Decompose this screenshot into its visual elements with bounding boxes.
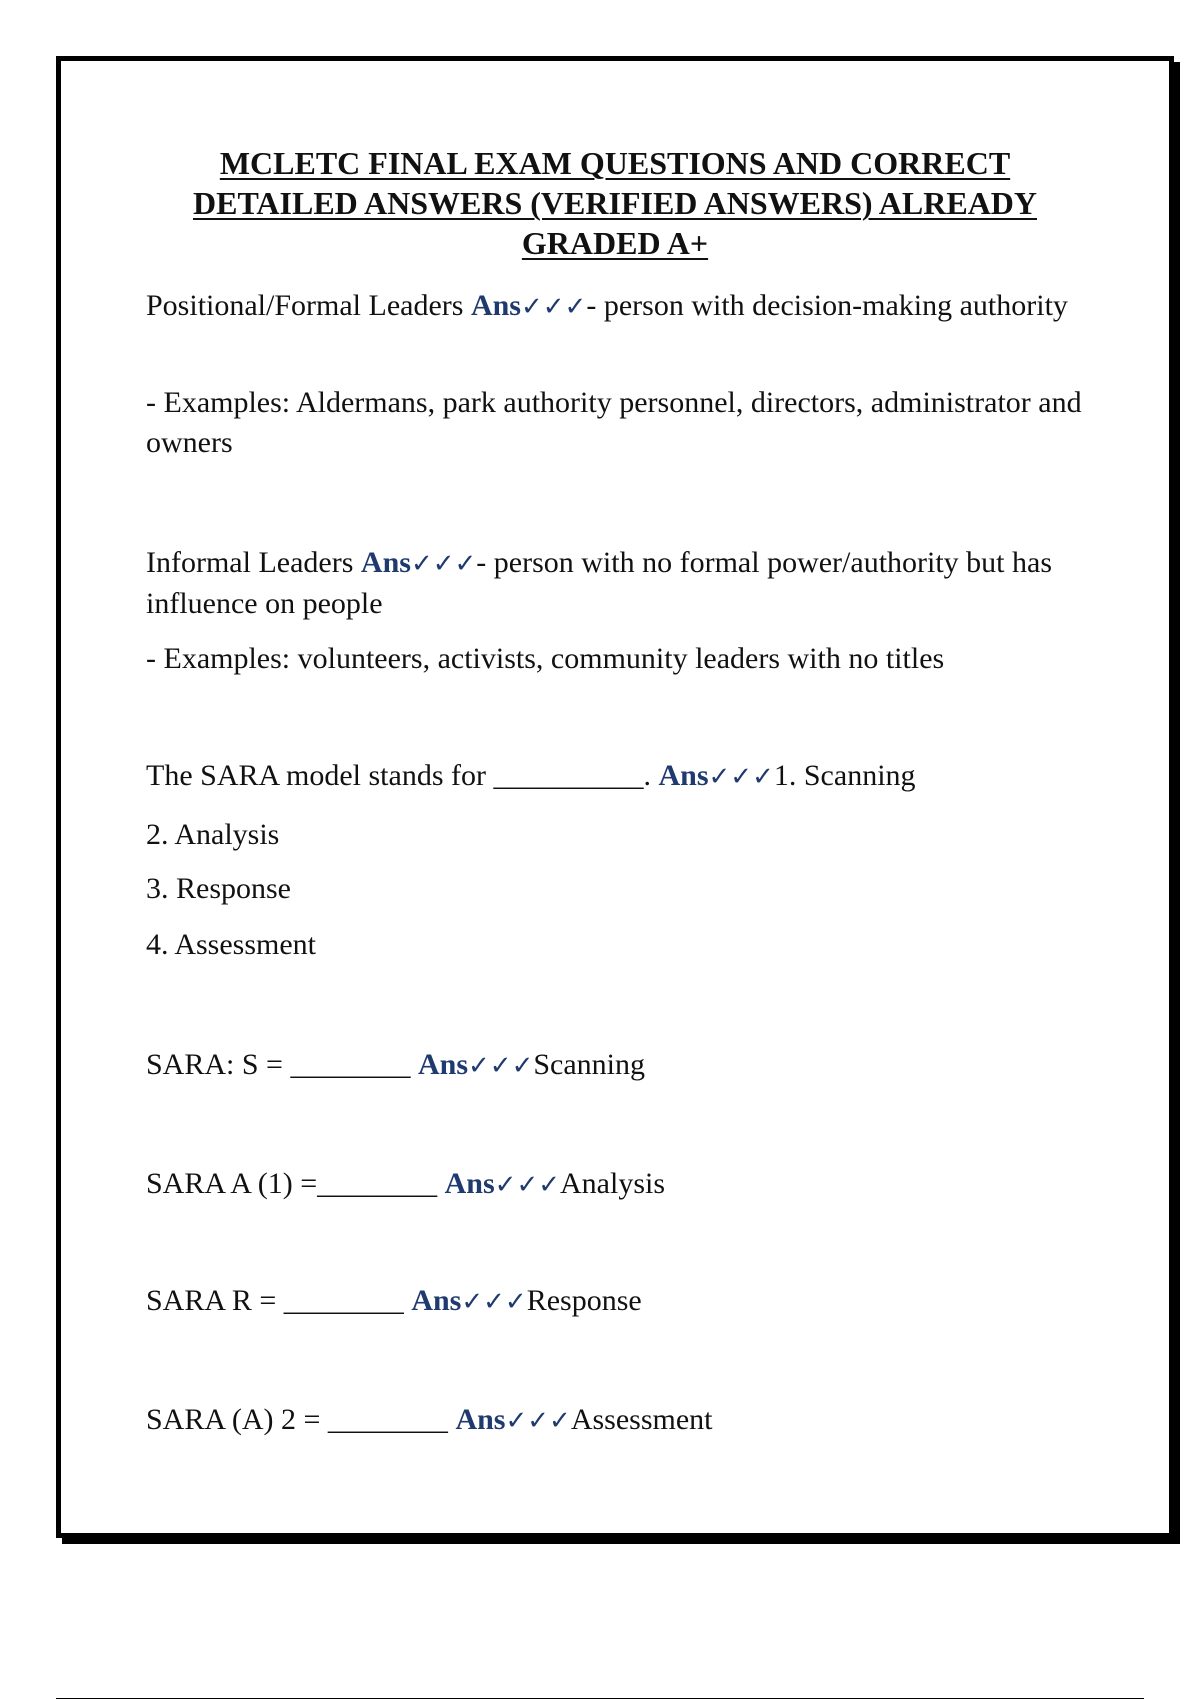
answer-text: Analysis [560, 1167, 666, 1200]
question-sara-model [146, 756, 1106, 797]
question-term: SARA (A) 2 = ________ [146, 1403, 456, 1436]
question-term: Informal Leaders [146, 546, 361, 579]
question-term: Positional/Formal Leaders [146, 289, 471, 322]
answer-label: Ans [658, 759, 709, 792]
question-term: SARA A (1) =________ [146, 1167, 445, 1200]
question-sara-a2 [146, 1400, 1106, 1441]
question-detail: - Examples: Aldermans, park authority personnel, directors, administrator and owners [146, 386, 1082, 459]
question-informal-leaders [146, 543, 1106, 624]
question-sara-r [146, 1281, 1106, 1322]
answer-text: Assessment [570, 1403, 713, 1436]
question-term: The SARA model stands for __________. [146, 759, 659, 792]
answer-check-icon: ✓✓✓ [520, 292, 587, 322]
question-sara-a1 [146, 1164, 1106, 1205]
footer-rule [56, 1698, 1144, 1699]
list-item: 3. Response [146, 872, 291, 905]
answer-text: Scanning [533, 1048, 646, 1081]
answer-text: - person with decision-making authority [586, 289, 1068, 322]
answer-text: - person with no formal power/authority but has influence on people [146, 546, 1053, 620]
list-item: 4. Assessment [146, 928, 317, 961]
answer-check-icon: ✓✓✓ [494, 1170, 561, 1200]
answer-label: Ans [360, 546, 411, 579]
question-sara-s [146, 1045, 1106, 1086]
answer-check-icon: ✓✓✓ [410, 549, 477, 579]
question-detail: - Examples: volunteers, activists, community leaders with no titles [146, 642, 945, 675]
document-title: MCLETC FINAL EXAM QUESTIONS AND CORRECT DETAILED ANSWERS (VERIFIED ANSWERS) ALREADY GRADED A+ [192, 145, 1038, 261]
answer-text: 1. Scanning [773, 759, 916, 792]
answer-text: Response [526, 1284, 642, 1317]
question-positional-leaders [146, 286, 1106, 327]
question-term: SARA R = ________ [146, 1284, 412, 1317]
question-term: SARA: S = ________ [146, 1048, 418, 1081]
answer-check-icon: ✓✓✓ [468, 1051, 534, 1081]
answer-label: Ans [455, 1403, 506, 1436]
answer-check-icon: ✓✓✓ [708, 762, 774, 792]
answer-label: Ans [470, 289, 521, 322]
answer-label: Ans [417, 1048, 468, 1081]
list-item: 2. Analysis [146, 818, 280, 851]
answer-check-icon: ✓✓✓ [461, 1287, 527, 1317]
answer-label: Ans [444, 1167, 495, 1200]
answer-label: Ans [411, 1284, 462, 1317]
answer-check-icon: ✓✓✓ [505, 1406, 571, 1436]
